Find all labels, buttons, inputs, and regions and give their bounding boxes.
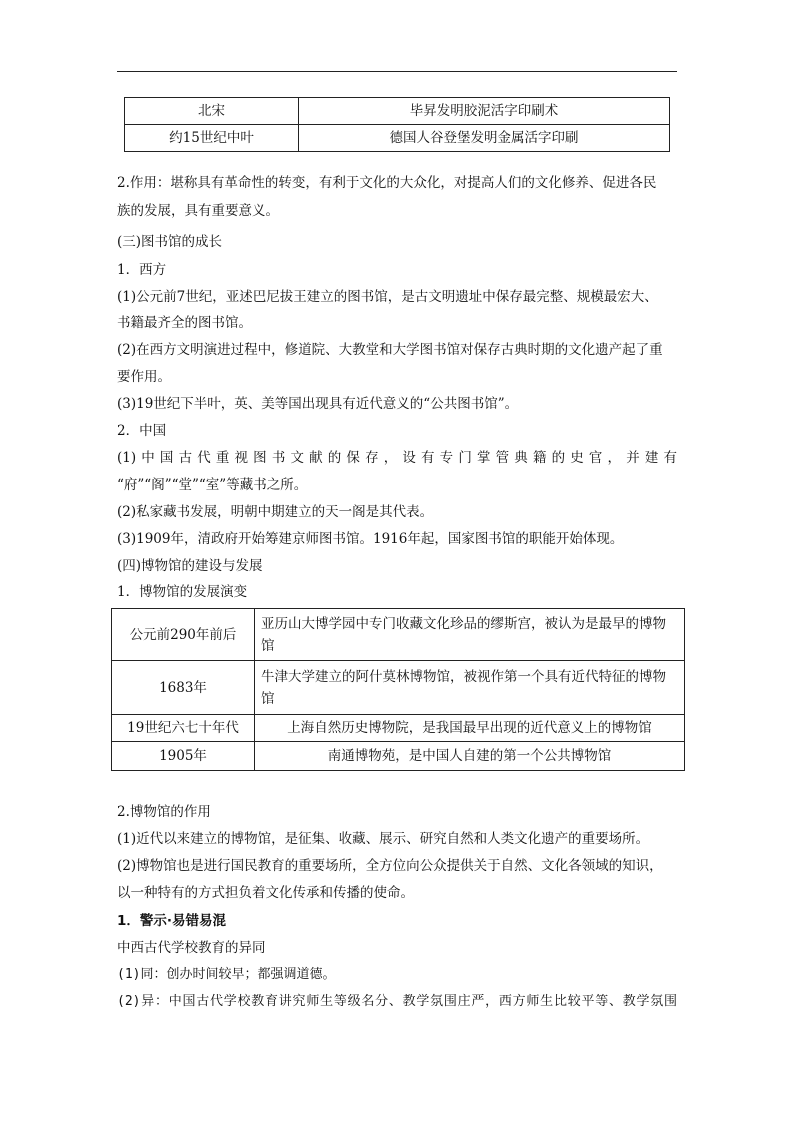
table-cell-time: 公元前290年前后 xyxy=(112,609,255,661)
warning-heading: 1．警示·易错易混 xyxy=(117,913,227,929)
library-west-1b: 书籍最齐全的图书馆。 xyxy=(117,315,252,331)
library-west-3: (3)19世纪下半叶，英、美等国出现具有近代意义的“公共图书馆”。 xyxy=(117,396,519,412)
table-cell-desc-line: 亚历山大博学园中专门收藏文化珍品的缪斯宫，被认为是最早的博物 xyxy=(261,615,666,632)
table-cell-desc-line: 馆 xyxy=(261,637,275,654)
warning-diff: (2)异：中国古代学校教育讲究师生等级名分、教学氛围庄严，西方师生比较平等、教学氛围 xyxy=(117,994,677,1009)
museum-heading: (四)博物馆的建设与发展 xyxy=(117,558,263,574)
museum-evolution-table xyxy=(111,608,685,771)
table-row xyxy=(112,715,685,742)
table-row xyxy=(112,742,685,771)
museum-role-2b: 以一种特有的方式担负着文化传承和传播的使命。 xyxy=(117,885,414,901)
library-west-2a: (2)在西方文明演进过程中，修道院、大教堂和大学图书馆对保存古典时期的文化遗产起了重 xyxy=(117,342,663,358)
table-row xyxy=(112,609,685,661)
effect-line-2: 族的发展，具有重要意义。 xyxy=(117,203,279,219)
table-cell-desc xyxy=(255,609,685,661)
printing-timeline-table xyxy=(124,97,670,152)
table-cell-desc: 上海自然历史博物院，是我国最早出现的近代意义上的博物馆 xyxy=(255,715,685,742)
table-cell-event: 毕昇发明胶泥活字印刷术 xyxy=(299,98,670,125)
header-rule xyxy=(117,71,677,72)
museum-role-2a: (2)博物馆也是进行国民教育的重要场所，全方位向公众提供关于自然、文化各领域的知识， xyxy=(117,858,663,874)
table-cell-time: 1905年 xyxy=(112,742,255,771)
library-china-1b: “府”“阁”“堂”“室”等藏书之所。 xyxy=(117,477,308,493)
museum-evolution-heading: 1．博物馆的发展演变 xyxy=(117,584,248,600)
table-cell-time: 19世纪六七十年代 xyxy=(112,715,255,742)
warning-same: (1)同：创办时间较早；都强调道德。 xyxy=(117,967,336,982)
library-west-2b: 要作用。 xyxy=(117,369,171,385)
library-china-heading: 2．中国 xyxy=(117,423,167,439)
table-cell-desc-line: 牛津大学建立的阿什莫林博物馆，被视作第一个具有近代特征的博物 xyxy=(261,668,666,685)
table-cell-era: 约15世纪中叶 xyxy=(125,125,299,152)
museum-role-heading: 2.博物馆的作用 xyxy=(117,804,211,820)
table-cell-time: 1683年 xyxy=(112,661,255,715)
library-china-1a: (1)中国古代重视图书文献的保存，设有专门掌管典籍的史官，并建有 xyxy=(117,450,677,466)
library-west-heading: 1．西方 xyxy=(117,262,167,278)
table-row xyxy=(112,661,685,715)
effect-line-1: 2.作用：堪称具有革命性的转变，有利于文化的大众化，对提高人们的文化修养、促进各民 xyxy=(117,175,657,191)
library-west-1a: (1)公元前7世纪，亚述巴尼拔王建立的图书馆，是古文明遗址中保存最完整、规模最宏大、 xyxy=(117,289,658,305)
table-row xyxy=(125,98,670,125)
library-heading: (三)图书馆的成长 xyxy=(117,234,223,250)
table-cell-era: 北宋 xyxy=(125,98,299,125)
library-china-2: (2)私家藏书发展，明朝中期建立的天一阁是其代表。 xyxy=(117,504,434,520)
table-cell-desc: 南通博物苑，是中国人自建的第一个公共博物馆 xyxy=(255,742,685,771)
table-cell-desc xyxy=(255,661,685,715)
table-cell-desc-line: 馆 xyxy=(261,690,275,707)
table-cell-event: 德国人谷登堡发明金属活字印刷 xyxy=(299,125,670,152)
warning-subtitle: 中西古代学校教育的异同 xyxy=(117,940,266,956)
table-row xyxy=(125,125,670,152)
museum-role-1: (1)近代以来建立的博物馆，是征集、收藏、展示、研究自然和人类文化遗产的重要场所。 xyxy=(117,831,650,847)
library-china-3: (3)1909年，清政府开始筹建京师图书馆。1916年起，国家图书馆的职能开始体现。 xyxy=(117,531,624,547)
